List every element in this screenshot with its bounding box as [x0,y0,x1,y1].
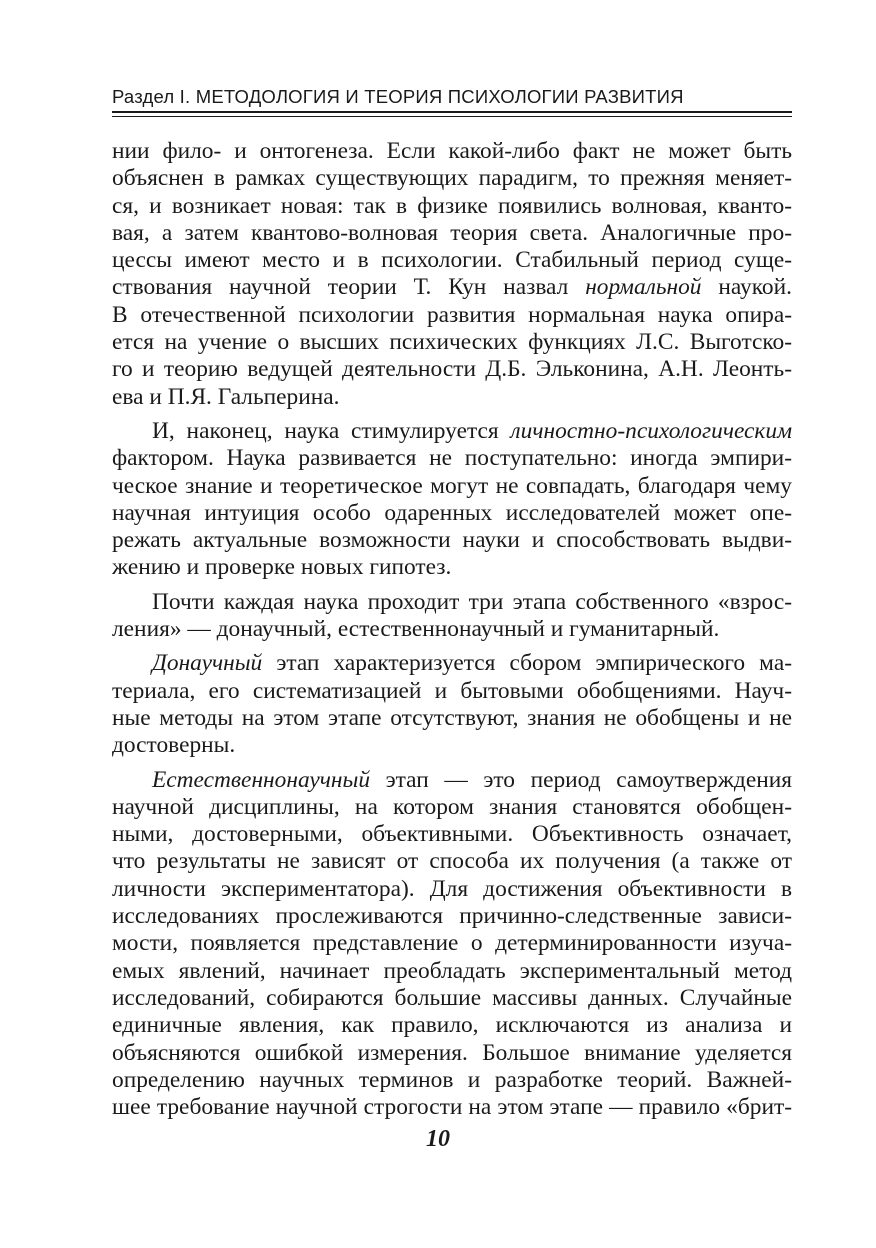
paragraph [112,138,792,411]
text-line: исследований, собираются большие массивы данных. Случайные [112,984,792,1011]
text-line: ления» — донаучный, естественнонаучный и гуманитарный. [112,616,720,643]
italic-term: Донаучный [152,650,263,677]
italic-term: личностно-психологическим [510,417,792,444]
text-line: объясняются ошибкой измерения. Большое внимание уделяется [112,1039,792,1066]
text-line: ческое знание и теоретическое могут не совпадать, благодаря чему [112,472,792,499]
text-line: ными, достоверными, объективными. Объективность означает, [112,821,792,848]
text-line: единичные явления, как правило, исключаются из анализа и [112,1012,792,1039]
italic-term: Естественнонаучный [152,766,371,793]
text-line: жению и проверке новых гипотез. [112,554,452,581]
paragraph [112,418,792,582]
paragraph [112,767,792,1122]
text-line: научной дисциплины, на котором знания становятся обобщен- [112,793,792,820]
text-line: объяснен в рамках существующих парадигм, то прежняя меняет- [112,165,792,192]
text-line: ствования научной теории Т. Кун назвал нормальной наукой. [112,274,792,301]
text-line: исследованиях прослеживаются причинно-следственные зависи- [112,903,792,930]
header-rule-thick [112,111,792,113]
running-header [112,86,792,118]
italic-term: нормальной [585,274,702,301]
body-text [112,138,792,1121]
text-line: что результаты не зависят от способа их получения (а также от [112,848,792,875]
text-line: мости, появляется представление о детерминированности изуча- [112,930,792,957]
text-line: ется на учение о высших психических функциях Л.С. Выготско- [112,329,792,356]
text-line: научная интуиция особо одаренных исследователей может опе- [112,499,792,526]
text-line: ева и П.Я. Гальперина. [112,383,340,410]
text-line: териала, его систематизацией и бытовыми обобщениями. Науч- [112,677,792,704]
text-line: ные методы на этом этапе отсутствуют, знания не обобщены и не [112,704,792,731]
page-number: 10 [426,1126,450,1152]
text-line: В отечественной психологии развития нормальная наука опира- [112,301,792,328]
text-line: определению научных терминов и разработке теорий. Важней- [112,1066,792,1093]
text-line: цессы имеют место и в психологии. Стабильный период суще- [112,247,792,274]
text-line: Естественнонаучный этап — это период самоутверждения [152,766,792,793]
text-line: Донаучный этап характеризуется сбором эмпирического ма- [152,650,792,677]
text-line: Почти каждая наука проходит три этапа собственного «взрос- [152,588,792,615]
paragraph [112,650,792,759]
text-line: емых явлений, начинает преобладать экспериментальный метод [112,957,792,984]
text-line: ся, и возникает новая: так в физике появились волновая, кванто- [112,192,792,219]
text-line: нии фило- и онтогенеза. Если какой-либо факт не может быть [112,138,792,164]
text-line: личности экспериментатора). Для достижения объективности в [112,875,792,902]
paragraph [112,589,792,644]
header-rule-thin [112,116,792,117]
text-line: го и теорию ведущей деятельности Д.Б. Эльконина, А.Н. Леонть- [112,356,792,383]
text-line: достоверны. [112,732,236,759]
text-line: И, наконец, наука стимулируется личностно-психологическим [152,417,792,444]
text-line: вая, а затем квантово-волновая теория света. Аналогичные про- [112,219,792,246]
text-line: шее требование научной строгости на этом этапе — правило «брит- [112,1094,792,1121]
text-line: режать актуальные возможности науки и способствовать выдви- [112,527,792,554]
section-title: Раздел I. МЕТОДОЛОГИЯ И ТЕОРИЯ ПСИХОЛОГИИ РАЗВИТИЯ [112,86,684,107]
text-line: фактором. Наука развивается не поступательно: иногда эмпири- [112,445,792,472]
